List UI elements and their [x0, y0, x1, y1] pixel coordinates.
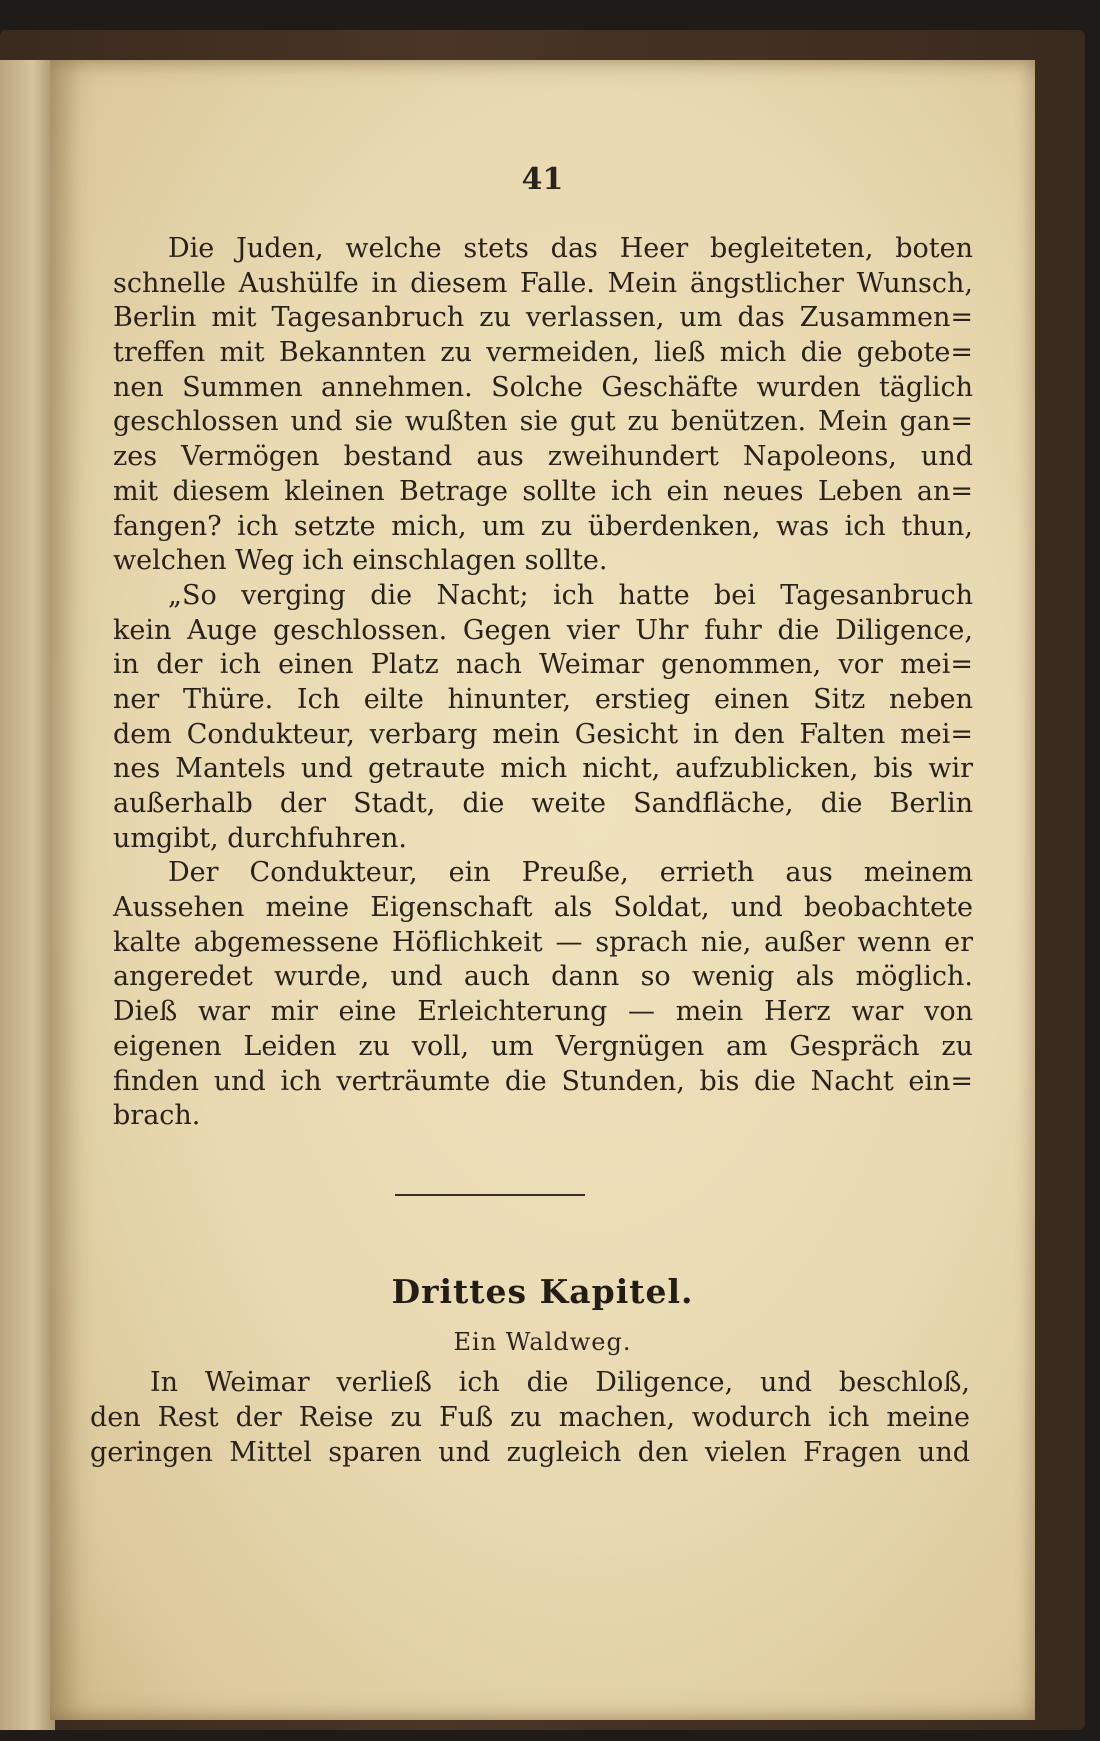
- text-line: kein Auge geschlossen. Gegen vier Uhr fuhr die Diligence,: [113, 614, 973, 646]
- previous-page-edge: [0, 60, 55, 1730]
- text-line: ner Thüre. Ich eilte hinunter, erstieg einen Sitz neben: [113, 683, 973, 715]
- text-line: Berlin mit Tagesanbruch zu verlassen, um das Zusammen=: [113, 302, 973, 334]
- text-line: fangen? ich setzte mich, um zu überdenken, was ich thun,: [113, 510, 973, 542]
- text-line: geschlossen und sie wußten sie gut zu benützen. Mein gan=: [113, 406, 973, 438]
- text-line: zes Vermögen bestand aus zweihundert Napoleons, und: [113, 441, 973, 473]
- body-text-top: [113, 232, 973, 1134]
- text-line: angeredet wurde, und auch dann so wenig als möglich.: [113, 961, 973, 993]
- text-line: welchen Weg ich einschlagen sollte.: [113, 545, 608, 577]
- text-line: nen Summen annehmen. Solche Geschäfte wurden täglich: [113, 371, 973, 403]
- text-line: Der Condukteur, ein Preuße, errieth aus meinem: [168, 857, 973, 889]
- text-line: umgibt, durchfuhren.: [113, 822, 407, 854]
- text-line: schnelle Aushülfe in diesem Falle. Mein ängstlicher Wunsch,: [113, 267, 973, 299]
- text-line: Dieß war mir eine Erleichterung — mein Herz war von: [113, 996, 973, 1028]
- text-line: nes Mantels und getraute mich nicht, aufzublicken, bis wir: [113, 753, 973, 785]
- text-line: treffen mit Bekannten zu vermeiden, ließ mich die gebote=: [113, 337, 973, 369]
- text-line: „So verging die Nacht; ich hatte bei Tagesanbruch: [168, 579, 973, 611]
- body-text-bottom: [90, 1365, 970, 1470]
- text-line: außerhalb der Stadt, die weite Sandfläche, die Berlin: [113, 788, 973, 819]
- text-line: kalte abgemessene Höflichkeit — sprach nie, außer wenn er: [113, 926, 973, 958]
- text-line: dem Condukteur, verbarg mein Gesicht in den Falten mei=: [113, 718, 973, 750]
- text-line: in der ich einen Platz nach Weimar genommen, vor mei=: [113, 649, 973, 681]
- chapter-title: Drittes Kapitel.: [391, 1272, 694, 1311]
- text-line: Die Juden, welche stets das Heer begleiteten, boten: [168, 233, 973, 264]
- text-line: den Rest der Reise zu Fuß zu machen, wodurch ich meine: [90, 1402, 970, 1433]
- text-line: mit diesem kleinen Betrage sollte ich ein neues Leben an=: [113, 475, 973, 507]
- page-number: 41: [521, 162, 564, 197]
- text-line: In Weimar verließ ich die Diligence, und beschloß,: [150, 1367, 970, 1398]
- section-divider: [395, 1194, 585, 1196]
- book-page: [50, 60, 1035, 1720]
- text-line: Aussehen meine Eigenschaft als Soldat, und beobachtete: [113, 892, 973, 924]
- text-line: finden und ich verträumte die Stunden, bis die Nacht ein=: [113, 1065, 973, 1097]
- text-line: brach.: [113, 1100, 201, 1132]
- text-line: eigenen Leiden zu voll, um Vergnügen am Gespräch zu: [113, 1030, 973, 1062]
- chapter-subtitle: Ein Waldweg.: [453, 1328, 632, 1356]
- text-line: geringen Mittel sparen und zugleich den vielen Fragen und: [90, 1437, 970, 1468]
